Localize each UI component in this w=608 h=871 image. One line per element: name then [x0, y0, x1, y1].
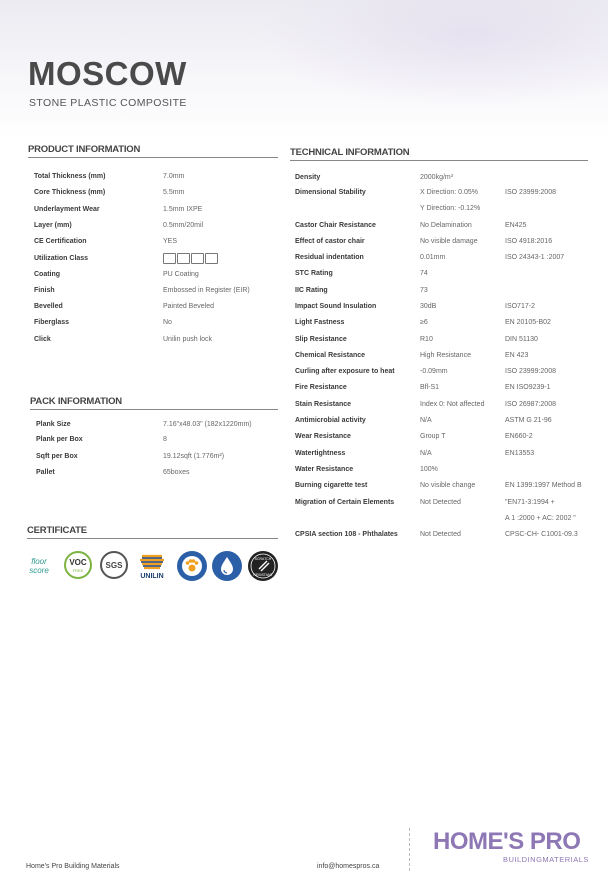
- certificate-heading: CERTIFICATE: [27, 525, 278, 539]
- tech-row: [295, 463, 595, 477]
- tech-row: [295, 267, 595, 281]
- floorscore-text-1: floor: [31, 557, 47, 566]
- tech-standard: A 1 :2000 + AC: 2002 ": [505, 515, 576, 522]
- product-label: Layer (mm): [34, 222, 72, 229]
- tech-value: Not Detected: [420, 531, 461, 538]
- voc-free-text: FREE: [72, 568, 84, 573]
- tech-value: Bfl-S1: [420, 384, 440, 391]
- tech-row: [295, 235, 595, 249]
- tech-value: R10: [420, 336, 433, 343]
- product-value: PU Coating: [163, 271, 199, 278]
- product-value: 7.0mm: [163, 173, 185, 180]
- tech-label: Chemical Resistance: [295, 352, 366, 359]
- tech-row: [295, 381, 595, 395]
- tech-row: [295, 479, 595, 493]
- pack-row: [36, 433, 336, 447]
- tech-label: Effect of castor chair: [295, 238, 365, 245]
- pack-row: [36, 418, 336, 432]
- tech-row: [295, 171, 595, 185]
- building-icon: [177, 253, 190, 264]
- tech-value: N/A: [420, 417, 432, 424]
- tech-row: [295, 284, 595, 298]
- tech-row: [295, 447, 595, 461]
- floorscore-text-2: score: [29, 566, 49, 575]
- tech-standard: EN 20105-B02: [505, 319, 551, 326]
- office-icon: [191, 253, 204, 264]
- product-label: Coating: [34, 271, 61, 278]
- tech-label: Stain Resistance: [295, 401, 352, 408]
- product-row: [34, 219, 334, 233]
- tech-standard: ISO 26987:2008: [505, 401, 556, 408]
- product-label: CE Certification: [34, 238, 87, 245]
- tech-label: Density: [295, 174, 321, 181]
- tech-row: [295, 202, 595, 216]
- product-value: 1.5mm IXPE: [163, 206, 203, 213]
- tech-standard: ISO 23999:2008: [505, 368, 556, 375]
- sgs-icon: [100, 551, 128, 579]
- sgs-text: SGS: [105, 561, 123, 570]
- page-subtitle: STONE PLASTIC COMPOSITE: [29, 97, 187, 109]
- tech-value: High Resistance: [420, 352, 471, 359]
- product-row: [34, 316, 334, 330]
- tech-standard: ISO 4918:2016: [505, 238, 553, 245]
- footer-email[interactable]: info@homespros.ca: [317, 863, 380, 870]
- tech-row: [295, 251, 595, 265]
- tech-label: Slip Resistance: [295, 336, 347, 343]
- tech-value: 30dB: [420, 303, 437, 310]
- tech-row: [295, 365, 595, 379]
- pack-value: 8: [163, 436, 167, 443]
- tech-standard: "EN71-3:1994 +: [505, 499, 555, 506]
- tech-standard: EN660-2: [505, 433, 533, 440]
- tech-label: IIC Rating: [295, 287, 328, 294]
- tech-row: [295, 496, 595, 510]
- product-row: [34, 203, 334, 217]
- tech-label: Impact Sound Insulation: [295, 303, 377, 310]
- voc-free-icon: [64, 551, 92, 579]
- product-label: Total Thickness (mm): [34, 173, 106, 180]
- tech-label: Residual indentation: [295, 254, 364, 261]
- unilin-icon: [136, 551, 168, 581]
- product-info-heading: PRODUCT INFORMATION: [28, 144, 278, 158]
- product-label: Fiberglass: [34, 319, 70, 326]
- product-label: Bevelled: [34, 303, 63, 310]
- product-value: No: [163, 319, 172, 326]
- tech-value: Y Direction: -0.12%: [420, 205, 481, 212]
- tech-row: [295, 398, 595, 412]
- product-label: Core Thickness (mm): [34, 189, 106, 196]
- tech-standard: ISO 24343-1 :2007: [505, 254, 565, 261]
- tech-standard: EN 423: [505, 352, 529, 359]
- tech-row: [295, 219, 595, 233]
- tech-row: [295, 528, 595, 542]
- tech-label: STC Rating: [295, 270, 333, 277]
- tech-standard: EN 1399:1997 Method B: [505, 482, 582, 489]
- pack-info-heading: PACK INFORMATION: [30, 396, 278, 410]
- tech-label: Burning cigarette test: [295, 482, 368, 489]
- tech-value: X Direction: 0.05%: [420, 189, 478, 196]
- product-value: Embossed in Register (EIR): [163, 287, 250, 294]
- tech-standard: CPSC-CH- C1001-09.3: [505, 531, 578, 538]
- product-row: [34, 333, 334, 347]
- product-row: [34, 300, 334, 314]
- tech-label: Dimensional Stability: [295, 189, 366, 196]
- product-value: Unilin push lock: [163, 336, 213, 343]
- pack-row: [36, 450, 336, 464]
- tech-label: Antimicrobial activity: [295, 417, 366, 424]
- pack-label: Plank Size: [36, 421, 71, 428]
- tech-value: 73: [420, 287, 428, 294]
- tech-standard: ISO 23999:2008: [505, 189, 556, 196]
- pack-value: 19.12sqft (1.776m²): [163, 453, 225, 460]
- homes-pro-logo: HOME'S PRO: [433, 828, 581, 855]
- product-label: Click: [34, 336, 51, 343]
- tech-label: CPSIA section 108 - Phthalates: [295, 531, 398, 538]
- technical-info-heading: TECHNICAL INFORMATION: [290, 147, 588, 161]
- scratch-resistant-icon: [248, 551, 278, 581]
- tech-value: N/A: [420, 450, 432, 457]
- tech-row: [295, 300, 595, 314]
- product-label: Underlayment Wear: [34, 206, 100, 213]
- product-value: 5.5mm: [163, 189, 185, 196]
- product-row: [34, 186, 334, 200]
- house-icon: [163, 253, 176, 264]
- tech-standard: ASTM G 21-96: [505, 417, 552, 424]
- tech-standard: ISO717-2: [505, 303, 535, 310]
- tech-value: ≥6: [420, 319, 428, 326]
- tech-row: [295, 186, 595, 200]
- tech-standard: EN13553: [505, 450, 535, 457]
- tech-row: [295, 414, 595, 428]
- tech-value: Group T: [420, 433, 446, 440]
- pack-row: [36, 466, 336, 480]
- homes-pro-logo-sub: BUILDINGMATERIALS: [503, 855, 589, 864]
- tech-value: Not Detected: [420, 499, 461, 506]
- tech-value: -0.09mm: [420, 368, 448, 375]
- product-row: [34, 235, 334, 249]
- tech-label: Watertightness: [295, 450, 346, 457]
- footer-divider: [409, 828, 410, 871]
- page-title: MOSCOW: [28, 55, 187, 92]
- pack-value: 7.16"x48.03" (182x1220mm): [163, 421, 252, 428]
- tech-standard: DIN 51130: [505, 336, 538, 343]
- tech-row: [295, 349, 595, 363]
- tech-row: [295, 430, 595, 444]
- tech-standard: EN ISO9239-1: [505, 384, 551, 391]
- tech-value: 0.01mm: [420, 254, 446, 261]
- unilin-text: UNILIN: [140, 573, 164, 580]
- pet-friendly-icon: [177, 551, 207, 581]
- water-resistant-icon: [212, 551, 242, 581]
- tech-label: Water Resistance: [295, 466, 354, 473]
- pack-label: Sqft per Box: [36, 453, 78, 460]
- utilization-class-icons: [163, 252, 219, 266]
- footer-company: Home's Pro Building Materials: [26, 863, 120, 870]
- tech-row: [295, 333, 595, 347]
- tech-value: 74: [420, 270, 428, 277]
- product-label: Finish: [34, 287, 55, 294]
- product-row: [34, 170, 334, 184]
- tech-row: [295, 316, 595, 330]
- product-row: [34, 268, 334, 282]
- tech-label: Migration of Certain Elements: [295, 499, 395, 506]
- pack-label: Pallet: [36, 469, 55, 476]
- tech-value: 100%: [420, 466, 438, 473]
- factory-icon: [205, 253, 218, 264]
- floorscore-icon: [24, 551, 54, 581]
- pack-label: Plank per Box: [36, 436, 83, 443]
- tech-value: 2000kg/m³: [420, 174, 454, 181]
- product-row: [34, 252, 334, 266]
- tech-label: Fire Resistance: [295, 384, 347, 391]
- product-row: [34, 284, 334, 298]
- product-label: Utilization Class: [34, 255, 89, 262]
- product-value: YES: [163, 238, 178, 245]
- tech-value: No visible damage: [420, 238, 478, 245]
- product-value: 0.5mm/20mil: [163, 222, 204, 229]
- pack-value: 65boxes: [163, 469, 190, 476]
- tech-label: Castor Chair Resistance: [295, 222, 376, 229]
- product-value: Painted Beveled: [163, 303, 214, 310]
- tech-label: Wear Resistance: [295, 433, 351, 440]
- scratch-text-1: SCRATCH: [254, 557, 272, 561]
- scratch-text-2: RESISTANT: [253, 573, 273, 577]
- tech-label: Light Fastness: [295, 319, 345, 326]
- tech-value: No Delamination: [420, 222, 472, 229]
- tech-value: No visible change: [420, 482, 476, 489]
- tech-row: [295, 512, 595, 526]
- tech-value: Index 0: Not affected: [420, 401, 485, 408]
- voc-text: VOC: [69, 558, 87, 567]
- tech-label: Curling after exposure to heat: [295, 368, 395, 375]
- tech-standard: EN425: [505, 222, 527, 229]
